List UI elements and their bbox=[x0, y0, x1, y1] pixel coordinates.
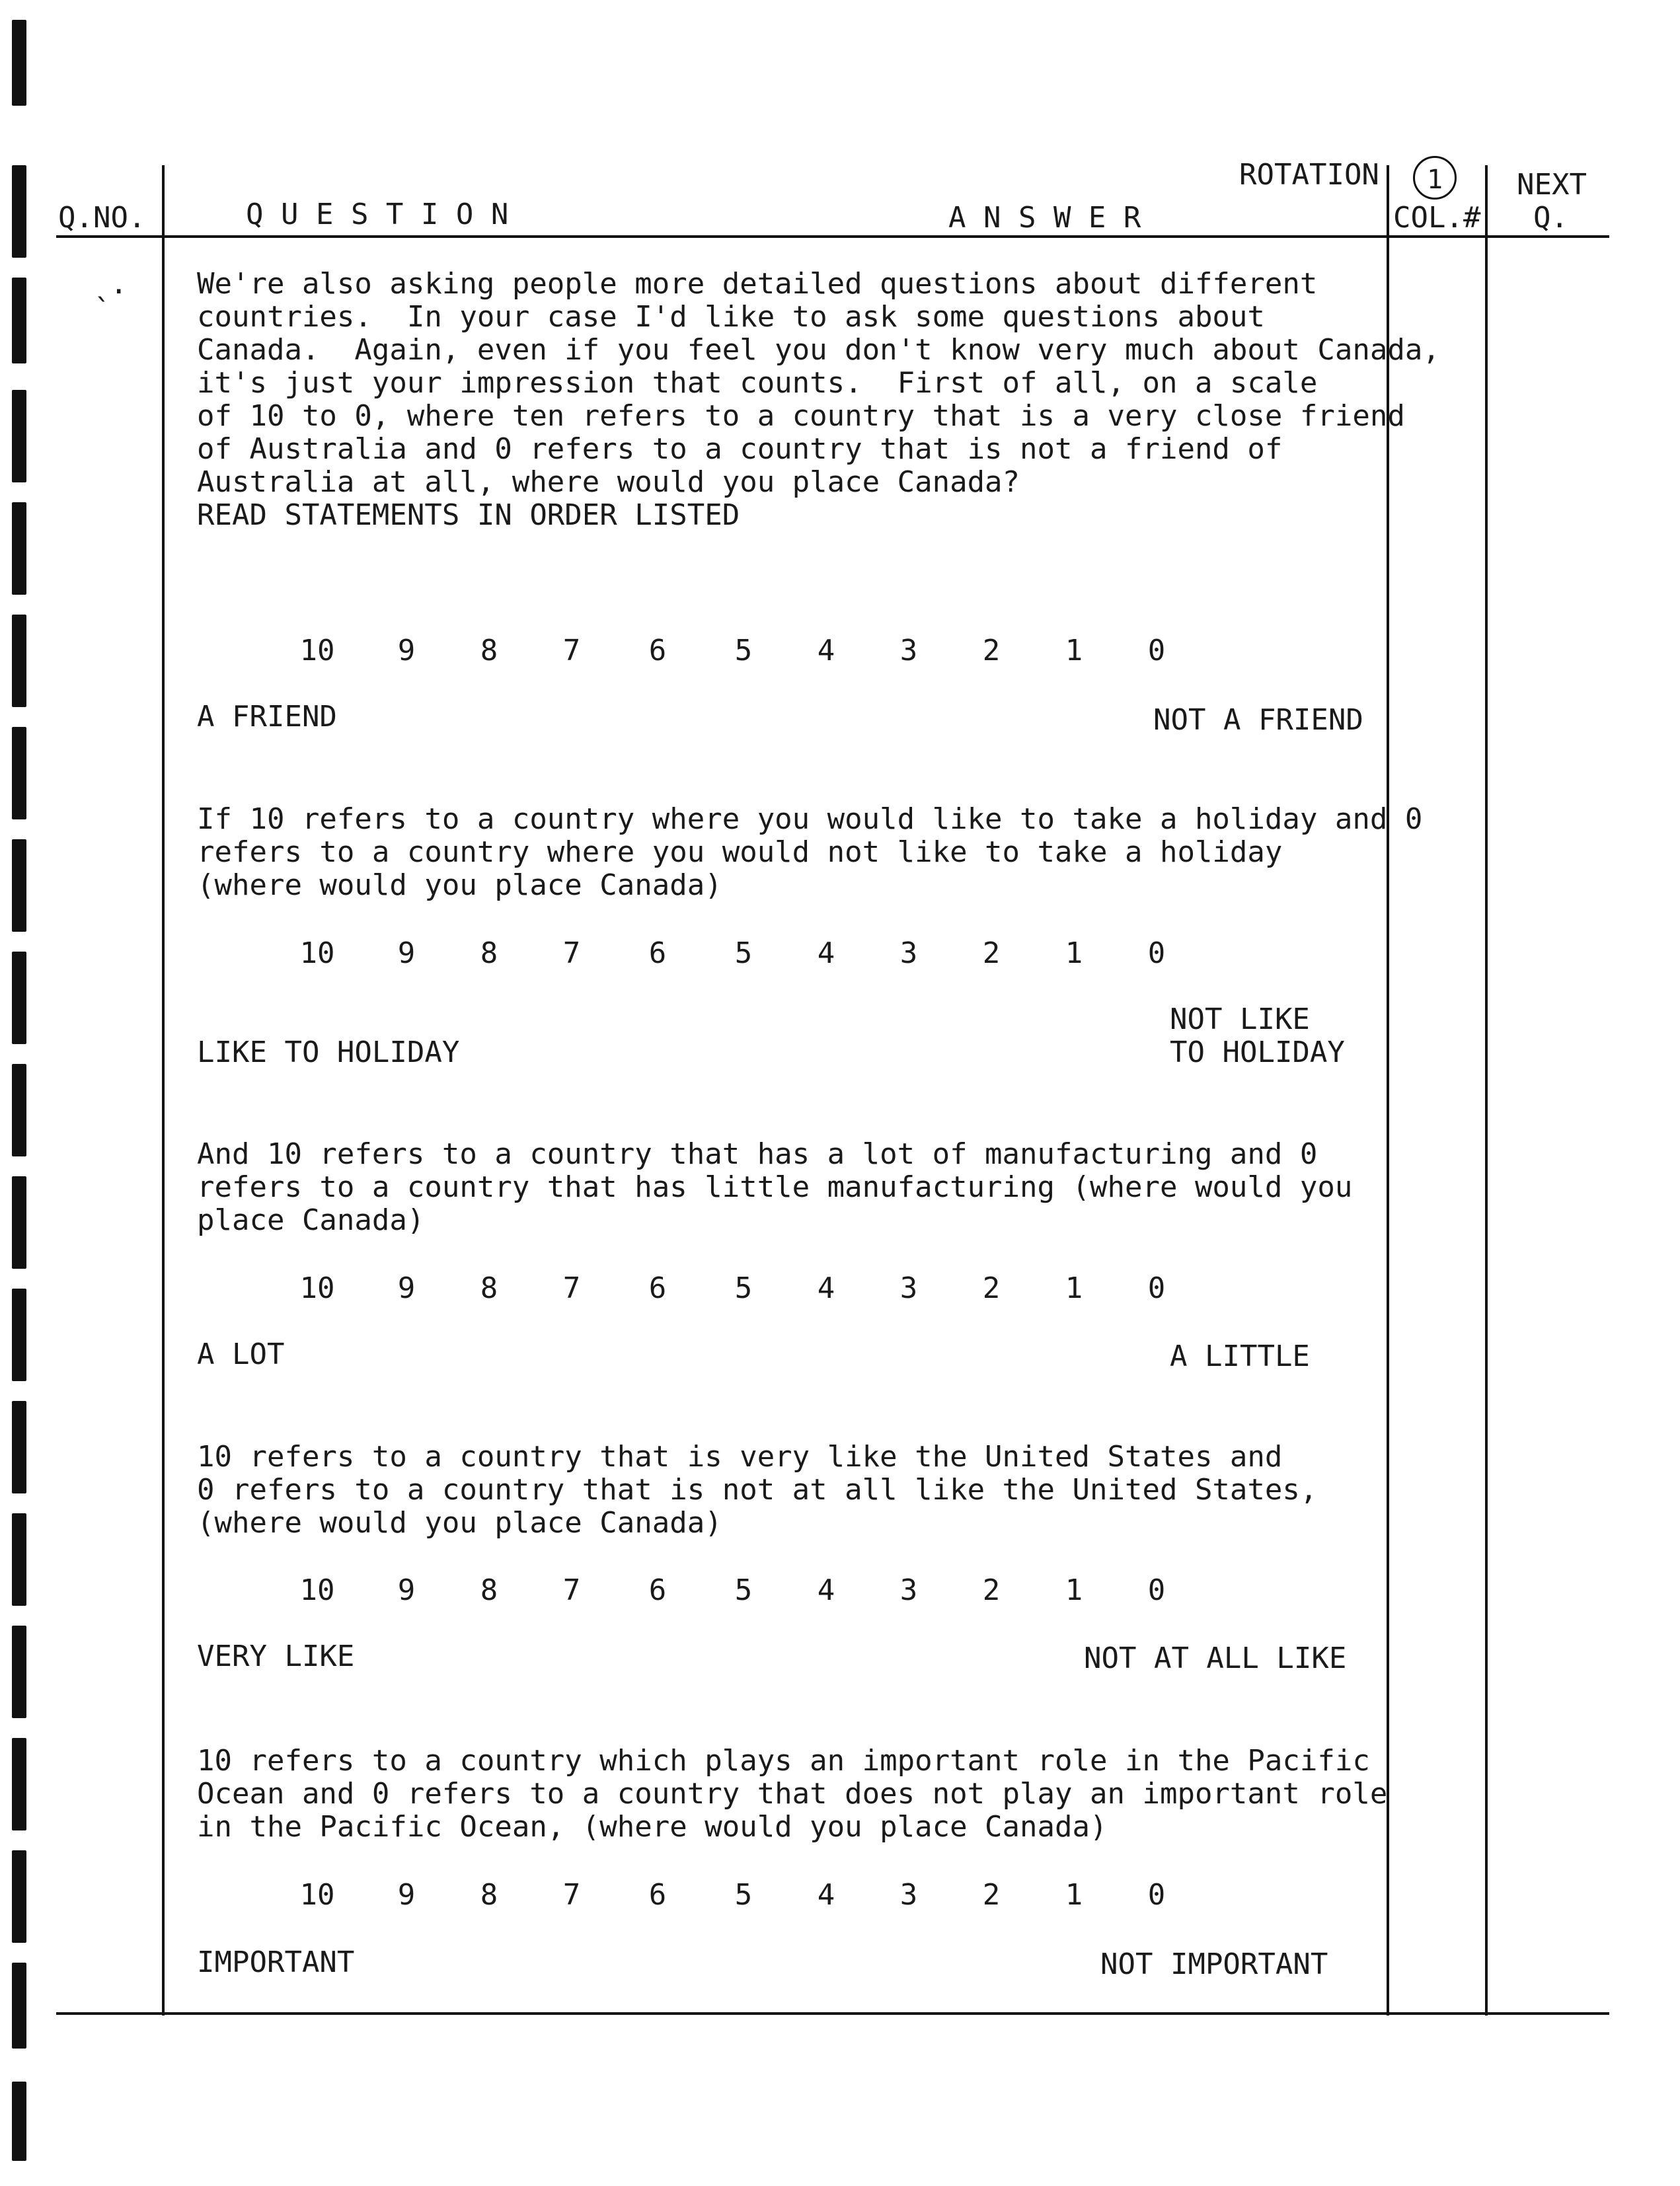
item-question-line: 10 refers to a country that is very like the United States and bbox=[197, 1440, 1283, 1474]
binder-mark bbox=[12, 952, 26, 1044]
scale-value-2: 2 bbox=[982, 634, 1001, 667]
scale-value-4: 4 bbox=[817, 634, 835, 667]
scale-value-7: 7 bbox=[562, 936, 581, 970]
qno-header: Q.NO. bbox=[58, 201, 146, 235]
item-question-line: And 10 refers to a country that has a lot of manufacturing and 0 bbox=[197, 1137, 1318, 1171]
scale-value-1: 1 bbox=[1065, 1878, 1083, 1912]
binder-mark bbox=[12, 615, 26, 707]
scale-value-6: 6 bbox=[648, 936, 667, 970]
scale-left-label: A LOT bbox=[197, 1338, 285, 1371]
item-question-line: place Canada) bbox=[197, 1203, 425, 1237]
binder-mark bbox=[12, 1850, 26, 1943]
binder-mark bbox=[12, 502, 26, 595]
scale-value-1: 1 bbox=[1065, 936, 1083, 970]
scale-value-6: 6 bbox=[648, 1878, 667, 1912]
scale-value-5: 5 bbox=[734, 634, 753, 667]
scale-right-label: NOT IMPORTANT bbox=[1100, 1947, 1328, 1981]
intro-line: it's just your impression that counts. First of all, on a scale bbox=[197, 366, 1318, 400]
binder-mark bbox=[12, 20, 26, 106]
header-rule bbox=[56, 235, 1609, 238]
item-question-line: refers to a country that has little manufacturing (where would you bbox=[197, 1170, 1353, 1204]
scale-value-9: 9 bbox=[397, 936, 416, 970]
scale-value-3: 3 bbox=[899, 1878, 918, 1912]
scale-value-10: 10 bbox=[299, 1573, 335, 1607]
scale-value-1: 1 bbox=[1065, 1573, 1083, 1607]
bottom-rule bbox=[56, 2012, 1609, 2015]
binder-mark bbox=[12, 1064, 26, 1156]
scale-value-8: 8 bbox=[480, 1573, 498, 1607]
scale-value-9: 9 bbox=[397, 1573, 416, 1607]
scale-value-8: 8 bbox=[480, 1271, 498, 1305]
scale-right-label: NOT LIKE bbox=[1170, 1002, 1310, 1036]
scale-value-7: 7 bbox=[562, 1271, 581, 1305]
item-question-line: 10 refers to a country which plays an important role in the Pacific bbox=[197, 1744, 1370, 1778]
scale-value-4: 4 bbox=[817, 1271, 835, 1305]
scale-value-0: 0 bbox=[1147, 634, 1166, 667]
scale-value-4: 4 bbox=[817, 1878, 835, 1912]
next-header-line1: NEXT bbox=[1517, 168, 1587, 202]
binder-mark bbox=[12, 165, 26, 258]
scale-right-label: TO HOLIDAY bbox=[1170, 1036, 1345, 1069]
scale-value-7: 7 bbox=[562, 634, 581, 667]
item-question-line: If 10 refers to a country where you would like to take a holiday and 0 bbox=[197, 802, 1423, 836]
scale-value-8: 8 bbox=[480, 634, 498, 667]
scale-value-10: 10 bbox=[299, 936, 335, 970]
scale-left-label: LIKE TO HOLIDAY bbox=[197, 1036, 460, 1069]
scale-value-5: 5 bbox=[734, 1573, 753, 1607]
answer-column-divider bbox=[1387, 165, 1389, 2016]
scale-value-9: 9 bbox=[397, 1271, 416, 1305]
col-column-divider bbox=[1485, 165, 1488, 2016]
rotation-header: ROTATION bbox=[1239, 158, 1379, 192]
question-number: ˎ. bbox=[93, 267, 128, 301]
scale-right-label: NOT AT ALL LIKE bbox=[1084, 1641, 1347, 1675]
scale-value-9: 9 bbox=[397, 634, 416, 667]
interviewer-instruction: READ STATEMENTS IN ORDER LISTED bbox=[197, 498, 740, 532]
binder-mark bbox=[12, 2082, 26, 2161]
intro-line: Australia at all, where would you place Canada? bbox=[197, 465, 1020, 499]
binder-mark bbox=[12, 1738, 26, 1830]
scale-value-5: 5 bbox=[734, 1271, 753, 1305]
intro-line: Canada. Again, even if you feel you don't know very much about Canada, bbox=[197, 333, 1440, 367]
rotation-circle-number: 1 bbox=[1413, 156, 1457, 200]
scale-value-7: 7 bbox=[562, 1878, 581, 1912]
scale-left-label: IMPORTANT bbox=[197, 1945, 355, 1979]
qno-column-divider bbox=[162, 165, 165, 2016]
binder-mark bbox=[12, 727, 26, 819]
intro-line: We're also asking people more detailed questions about different bbox=[197, 267, 1318, 301]
item-question-line: refers to a country where you would not like to take a holiday bbox=[197, 835, 1283, 869]
item-question-line: Ocean and 0 refers to a country that does not play an important role bbox=[197, 1777, 1388, 1811]
next-header-line2: Q. bbox=[1533, 201, 1568, 235]
binder-mark bbox=[12, 1176, 26, 1269]
question-header: Q U E S T I O N bbox=[246, 198, 509, 231]
scale-value-1: 1 bbox=[1065, 634, 1083, 667]
intro-line: countries. In your case I'd like to ask some questions about bbox=[197, 300, 1265, 334]
item-question-line: in the Pacific Ocean, (where would you place Canada) bbox=[197, 1810, 1108, 1844]
item-question-line: 0 refers to a country that is not at all like the United States, bbox=[197, 1473, 1318, 1507]
scale-value-6: 6 bbox=[648, 1271, 667, 1305]
binder-mark bbox=[12, 839, 26, 932]
binder-mark bbox=[12, 278, 26, 363]
scale-left-label: A FRIEND bbox=[197, 700, 337, 734]
intro-line: of Australia and 0 refers to a country that is not a friend of bbox=[197, 432, 1283, 466]
scale-value-10: 10 bbox=[299, 634, 335, 667]
binder-mark bbox=[12, 1401, 26, 1493]
scale-left-label: VERY LIKE bbox=[197, 1640, 355, 1673]
scale-value-3: 3 bbox=[899, 1573, 918, 1607]
scale-value-10: 10 bbox=[299, 1271, 335, 1305]
scale-right-label: A LITTLE bbox=[1170, 1339, 1310, 1373]
scale-value-0: 0 bbox=[1147, 1271, 1166, 1305]
binder-mark bbox=[12, 1963, 26, 2049]
scale-value-8: 8 bbox=[480, 1878, 498, 1912]
scale-value-2: 2 bbox=[982, 1878, 1001, 1912]
scale-value-0: 0 bbox=[1147, 1878, 1166, 1912]
scale-value-1: 1 bbox=[1065, 1271, 1083, 1305]
scale-value-3: 3 bbox=[899, 936, 918, 970]
scale-value-4: 4 bbox=[817, 1573, 835, 1607]
binder-mark bbox=[12, 1626, 26, 1718]
scale-value-10: 10 bbox=[299, 1878, 335, 1912]
binder-mark bbox=[12, 1513, 26, 1606]
scale-value-2: 2 bbox=[982, 1573, 1001, 1607]
intro-line: of 10 to 0, where ten refers to a country that is a very close friend bbox=[197, 399, 1405, 433]
scale-value-2: 2 bbox=[982, 1271, 1001, 1305]
scale-value-6: 6 bbox=[648, 634, 667, 667]
scale-value-0: 0 bbox=[1147, 1573, 1166, 1607]
scale-value-0: 0 bbox=[1147, 936, 1166, 970]
col-header: COL.# bbox=[1393, 201, 1481, 235]
scale-value-5: 5 bbox=[734, 936, 753, 970]
binder-mark bbox=[12, 1289, 26, 1381]
binder-mark bbox=[12, 390, 26, 482]
scale-value-3: 3 bbox=[899, 634, 918, 667]
item-question-line: (where would you place Canada) bbox=[197, 868, 722, 902]
scale-value-5: 5 bbox=[734, 1878, 753, 1912]
scale-value-4: 4 bbox=[817, 936, 835, 970]
scale-right-label: NOT A FRIEND bbox=[1153, 703, 1363, 737]
scale-value-7: 7 bbox=[562, 1573, 581, 1607]
scale-value-8: 8 bbox=[480, 936, 498, 970]
scale-value-6: 6 bbox=[648, 1573, 667, 1607]
scale-value-3: 3 bbox=[899, 1271, 918, 1305]
item-question-line: (where would you place Canada) bbox=[197, 1506, 722, 1540]
scale-value-9: 9 bbox=[397, 1878, 416, 1912]
answer-header: A N S W E R bbox=[948, 201, 1141, 235]
scale-value-2: 2 bbox=[982, 936, 1001, 970]
